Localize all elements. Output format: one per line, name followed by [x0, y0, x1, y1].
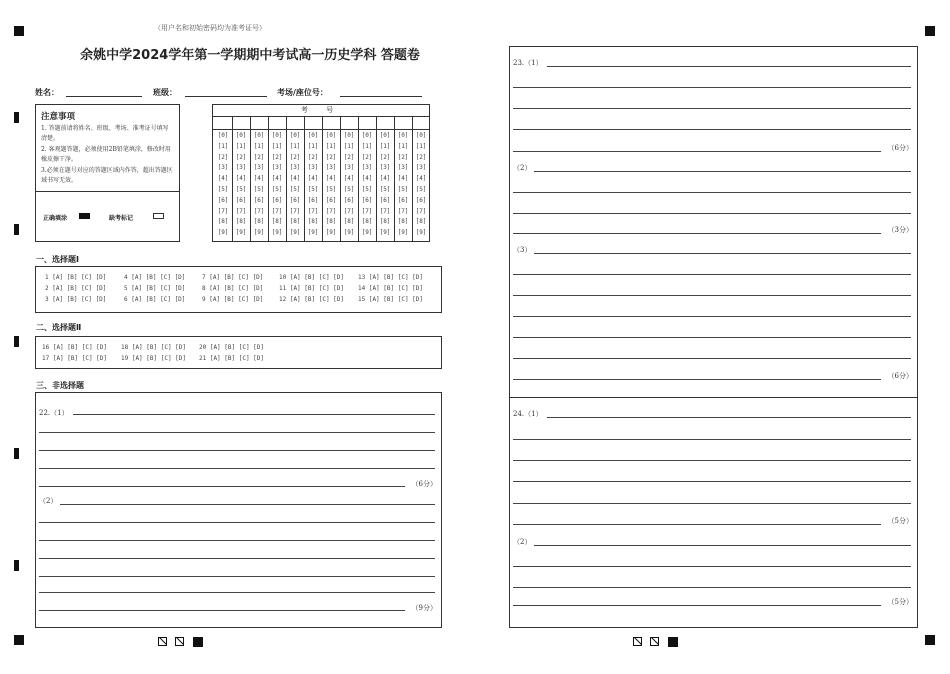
answer-line[interactable]: [39, 450, 435, 451]
exam-digit-bubble[interactable]: [2]: [343, 153, 355, 161]
exam-digit-bubble[interactable]: [4]: [253, 175, 265, 183]
exam-digit-bubble[interactable]: [0]: [271, 132, 283, 139]
answer-line[interactable]: [513, 108, 911, 109]
exam-digit-bubble[interactable]: [3]: [271, 164, 283, 172]
mc-question-bubbles[interactable]: 18 [A] [B] [C] [D]: [121, 344, 187, 351]
page-mark-box: [158, 637, 167, 646]
exam-digit-bubble[interactable]: [3]: [415, 164, 427, 172]
notice-item: 3.必须在题号对应的答题区域内作答，超出答题区域书写无效。: [41, 167, 173, 184]
exam-digit-bubble[interactable]: [2]: [217, 153, 229, 161]
exam-digit-bubble[interactable]: [6]: [253, 196, 265, 204]
mc-question-bubbles[interactable]: 12 [A] [B] [C] [D]: [279, 296, 345, 303]
exam-digit-bubble[interactable]: [3]: [325, 164, 337, 172]
exam-digit-bubble[interactable]: [0]: [235, 132, 247, 139]
q22-part2-label: （2）: [39, 497, 58, 505]
mc-question-bubbles[interactable]: 19 [A] [B] [C] [D]: [121, 355, 187, 362]
exam-digit-bubble[interactable]: [2]: [289, 153, 301, 161]
exam-digit-bubble[interactable]: [7]: [235, 207, 247, 215]
exam-digit-bubble[interactable]: [8]: [343, 218, 355, 226]
exam-digit-bubble[interactable]: [2]: [271, 153, 283, 161]
exam-digit-bubble[interactable]: [4]: [397, 175, 409, 183]
exam-digit-bubble[interactable]: [8]: [253, 218, 265, 226]
answer-line[interactable]: [513, 587, 911, 588]
q24-part2-label: （2）: [513, 538, 532, 546]
mc-question-bubbles[interactable]: 15 [A] [B] [C] [D]: [358, 296, 424, 303]
answer-line[interactable]: [513, 192, 911, 193]
exam-digit-bubble[interactable]: [5]: [217, 186, 229, 193]
exam-digit-bubble[interactable]: [3]: [235, 164, 247, 172]
mc-question-bubbles[interactable]: 8 [A] [B] [C] [D]: [202, 285, 264, 292]
exam-digit-bubble[interactable]: [5]: [271, 186, 283, 193]
timing-mark: [14, 112, 19, 123]
exam-digit-bubble[interactable]: [2]: [325, 153, 337, 161]
mc-question-bubbles[interactable]: 20 [A] [B] [C] [D]: [199, 344, 265, 351]
notice-item: 1. 答题前请将姓名、班级、考场、准考证号填写清楚。: [41, 125, 169, 142]
exam-digit-bubble[interactable]: [7]: [361, 207, 373, 215]
page-mark-solid: [193, 637, 203, 647]
exam-digit-bubble[interactable]: [4]: [325, 175, 337, 183]
exam-digit-bubble[interactable]: [0]: [379, 132, 391, 139]
exam-digit-bubble[interactable]: [1]: [415, 142, 427, 150]
mc-question-bubbles[interactable]: 9 [A] [B] [C] [D]: [202, 296, 264, 303]
exam-digit-bubble[interactable]: [4]: [343, 175, 355, 183]
mc-question-bubbles[interactable]: 3 [A] [B] [C] [D]: [45, 296, 107, 303]
exam-digit-bubble[interactable]: [8]: [217, 218, 229, 226]
mc-question-bubbles[interactable]: 11 [A] [B] [C] [D]: [279, 285, 345, 292]
section1-title: 一、选择题Ⅰ: [36, 255, 79, 264]
answer-line[interactable]: [39, 432, 435, 433]
exam-digit-bubble[interactable]: [4]: [307, 175, 319, 183]
exam-digit-bubble[interactable]: [8]: [289, 218, 301, 226]
answer-line[interactable]: [534, 171, 911, 172]
answer-line[interactable]: [60, 504, 435, 505]
exam-digit-bubble[interactable]: [4]: [235, 175, 247, 183]
exam-digit-bubble[interactable]: [9]: [379, 229, 391, 237]
page-mark-box: [175, 637, 184, 646]
exam-digit-bubble[interactable]: [0]: [415, 132, 427, 139]
exam-digit-bubble[interactable]: [3]: [379, 164, 391, 172]
answer-line[interactable]: [513, 316, 911, 317]
answer-line[interactable]: [513, 481, 911, 482]
exam-digit-bubble[interactable]: [7]: [253, 207, 265, 215]
exam-digit-bubble[interactable]: [7]: [289, 207, 301, 215]
answer-line[interactable]: [39, 592, 435, 593]
answer-line[interactable]: [73, 414, 435, 415]
exam-digit-bubble[interactable]: [9]: [343, 229, 355, 237]
exam-digit-bubble[interactable]: [1]: [397, 142, 409, 150]
mc-question-bubbles[interactable]: 7 [A] [B] [C] [D]: [202, 274, 264, 281]
class-field[interactable]: [185, 96, 267, 97]
answer-line[interactable]: [513, 524, 881, 525]
mc-question-bubbles[interactable]: 4 [A] [B] [C] [D]: [124, 274, 186, 281]
exam-digit-bubble[interactable]: [5]: [379, 186, 391, 193]
mc-question-bubbles[interactable]: 1 [A] [B] [C] [D]: [45, 274, 107, 281]
exam-digit-bubble[interactable]: [5]: [289, 186, 301, 193]
exam-digit-bubble[interactable]: [6]: [343, 196, 355, 204]
exam-digit-bubble[interactable]: [8]: [361, 218, 373, 226]
exam-digit-bubble[interactable]: [7]: [343, 207, 355, 215]
mc-question-bubbles[interactable]: 21 [A] [B] [C] [D]: [199, 355, 265, 362]
exam-digit-bubble[interactable]: [7]: [325, 207, 337, 215]
answer-line[interactable]: [534, 253, 911, 254]
exam-digit-bubble[interactable]: [7]: [271, 207, 283, 215]
answer-line[interactable]: [39, 558, 435, 559]
exam-digit-bubble[interactable]: [3]: [361, 164, 373, 172]
exam-digit-bubble[interactable]: [0]: [289, 132, 301, 139]
answer-line[interactable]: [513, 460, 911, 461]
exam-digit-bubble[interactable]: [1]: [361, 142, 373, 150]
exam-digit-bubble[interactable]: [3]: [343, 164, 355, 172]
exam-digit-bubble[interactable]: [3]: [307, 164, 319, 172]
answer-line[interactable]: [513, 129, 911, 130]
exam-digit-bubble[interactable]: [9]: [325, 229, 337, 237]
exam-digit-bubble[interactable]: [1]: [289, 142, 301, 150]
exam-digit-bubble[interactable]: [4]: [379, 175, 391, 183]
corner-mark-top-right: [925, 26, 935, 36]
answer-line[interactable]: [513, 337, 911, 338]
timing-mark: [14, 336, 19, 347]
q22-part1-label: 22.（1）: [39, 409, 69, 417]
section3-title: 三、非选择题: [36, 381, 84, 390]
answer-line[interactable]: [547, 66, 911, 67]
answer-line[interactable]: [39, 468, 435, 469]
q23-part1-label: 23.（1）: [513, 59, 543, 67]
exam-digit-bubble[interactable]: [8]: [235, 218, 247, 226]
exam-digit-bubble[interactable]: [8]: [307, 218, 319, 226]
mc-question-bubbles[interactable]: 2 [A] [B] [C] [D]: [45, 285, 107, 292]
exam-number-label: 考 号: [213, 105, 429, 117]
mc-question-bubbles[interactable]: 16 [A] [B] [C] [D]: [42, 344, 108, 351]
exam-digit-bubble[interactable]: [9]: [235, 229, 247, 237]
exam-digit-bubble[interactable]: [6]: [379, 196, 391, 204]
answer-line[interactable]: [513, 566, 911, 567]
exam-digit-bubble[interactable]: [1]: [325, 142, 337, 150]
exam-digit-bubble[interactable]: [3]: [397, 164, 409, 172]
exam-number-grid: [212, 104, 430, 242]
mc-question-bubbles[interactable]: 10 [A] [B] [C] [D]: [279, 274, 345, 281]
answer-line[interactable]: [513, 151, 881, 152]
name-field[interactable]: [66, 96, 142, 97]
corner-mark-bottom-left: [14, 635, 24, 645]
name-label: 姓名：: [35, 88, 59, 97]
exam-digit-bubble[interactable]: [2]: [397, 153, 409, 161]
exam-number-write-row[interactable]: [213, 117, 429, 130]
answer-line[interactable]: [534, 545, 911, 546]
notice-divider: [36, 191, 179, 192]
exam-digit-bubble[interactable]: [1]: [379, 142, 391, 150]
mc-question-bubbles[interactable]: 14 [A] [B] [C] [D]: [358, 285, 424, 292]
answer-line[interactable]: [547, 417, 911, 418]
answer-line[interactable]: [513, 358, 911, 359]
q23-part1-score: （6分）: [887, 144, 913, 152]
exam-digit-bubble[interactable]: [0]: [217, 132, 229, 139]
exam-digit-bubble[interactable]: [6]: [217, 196, 229, 204]
exam-digit-bubble[interactable]: [6]: [361, 196, 373, 204]
answer-line[interactable]: [513, 379, 881, 380]
q22-part1-score: （6分）: [411, 480, 437, 488]
exam-digit-bubble[interactable]: [9]: [271, 229, 283, 237]
q22-part2-score: （9分）: [411, 604, 437, 612]
exam-digit-bubble[interactable]: [5]: [307, 186, 319, 193]
exam-digit-bubble[interactable]: [3]: [253, 164, 265, 172]
exam-digit-bubble[interactable]: [6]: [289, 196, 301, 204]
missing-mark-checkbox[interactable]: [153, 213, 164, 219]
answer-line[interactable]: [513, 439, 911, 440]
exam-digit-bubble[interactable]: [6]: [415, 196, 427, 204]
answer-line[interactable]: [513, 503, 911, 504]
answer-line[interactable]: [513, 233, 881, 234]
timing-mark: [14, 448, 19, 459]
exam-digit-bubble[interactable]: [4]: [415, 175, 427, 183]
exam-digit-bubble[interactable]: [1]: [343, 142, 355, 150]
exam-digit-bubble[interactable]: [1]: [253, 142, 265, 150]
exam-digit-bubble[interactable]: [5]: [361, 186, 373, 193]
exam-digit-bubble[interactable]: [8]: [397, 218, 409, 226]
exam-digit-bubble[interactable]: [1]: [307, 142, 319, 150]
question-divider: [510, 397, 917, 398]
timing-mark: [14, 560, 19, 571]
exam-digit-bubble[interactable]: [5]: [235, 186, 247, 193]
section1-answer-box: [35, 266, 442, 313]
answer-line[interactable]: [39, 540, 435, 541]
q23-part2-score: （3分）: [887, 226, 913, 234]
q23-part2-label: （2）: [513, 164, 532, 172]
notice-title: 注意事项: [41, 112, 76, 122]
q24-part2-score: （5分）: [887, 598, 913, 606]
notice-box: [35, 104, 180, 242]
exam-digit-bubble[interactable]: [0]: [343, 132, 355, 139]
exam-digit-bubble[interactable]: [9]: [397, 229, 409, 237]
exam-digit-bubble[interactable]: [3]: [217, 164, 229, 172]
q24-part1-score: （5分）: [887, 517, 913, 525]
exam-digit-bubble[interactable]: [2]: [379, 153, 391, 161]
exam-digit-bubble[interactable]: [0]: [307, 132, 319, 139]
mc-question-bubbles[interactable]: 17 [A] [B] [C] [D]: [42, 355, 108, 362]
answer-line[interactable]: [513, 605, 881, 606]
section2-answer-box: [35, 336, 442, 369]
exam-digit-bubble[interactable]: [4]: [289, 175, 301, 183]
answer-line[interactable]: [39, 610, 405, 611]
exam-digit-bubble[interactable]: [8]: [271, 218, 283, 226]
room-label: 考场/座位号：: [277, 88, 328, 97]
exam-digit-bubble[interactable]: [2]: [361, 153, 373, 161]
exam-digit-bubble[interactable]: [7]: [217, 207, 229, 215]
exam-digit-bubble[interactable]: [9]: [289, 229, 301, 237]
exam-digit-bubble[interactable]: [7]: [307, 207, 319, 215]
answer-line[interactable]: [39, 576, 435, 577]
exam-digit-bubble[interactable]: [2]: [235, 153, 247, 161]
exam-digit-bubble[interactable]: [0]: [325, 132, 337, 139]
exam-digit-bubble[interactable]: [2]: [415, 153, 427, 161]
exam-digit-bubble[interactable]: [7]: [379, 207, 391, 215]
exam-digit-bubble[interactable]: [5]: [415, 186, 427, 193]
exam-digit-bubble[interactable]: [7]: [415, 207, 427, 215]
page-mark-solid: [668, 637, 678, 647]
exam-digit-bubble[interactable]: [9]: [361, 229, 373, 237]
exam-digit-bubble[interactable]: [3]: [289, 164, 301, 172]
timing-mark: [14, 224, 19, 235]
q23-part3-label: （3）: [513, 246, 532, 254]
exam-digit-bubble[interactable]: [2]: [253, 153, 265, 161]
notice-item: 2. 客观题答题，必须使用2B铅笔填涂，修改时用橡皮擦干净。: [41, 146, 171, 163]
answer-line[interactable]: [513, 295, 911, 296]
exam-digit-bubble[interactable]: [5]: [397, 186, 409, 193]
answer-line[interactable]: [39, 522, 435, 523]
exam-digit-bubble[interactable]: [6]: [307, 196, 319, 204]
q23-q24-answer-box: [509, 46, 918, 628]
exam-digit-bubble[interactable]: [9]: [253, 229, 265, 237]
exam-digit-bubble[interactable]: [4]: [217, 175, 229, 183]
login-note: （用户名和初始密码均为准考证号）: [154, 24, 266, 32]
exam-digit-bubble[interactable]: [1]: [217, 142, 229, 150]
exam-digit-bubble[interactable]: [5]: [253, 186, 265, 193]
q24-part1-label: 24.（1）: [513, 410, 543, 418]
correct-fill-label: 正确填涂: [43, 215, 68, 222]
missing-mark-label: 缺考标记: [109, 215, 134, 222]
exam-digit-bubble[interactable]: [4]: [271, 175, 283, 183]
exam-digit-bubble[interactable]: [9]: [415, 229, 427, 237]
exam-digit-bubble[interactable]: [0]: [253, 132, 265, 139]
correct-fill-sample: [79, 213, 90, 219]
page-title: 余姚中学2024学年第一学期期中考试高一历史学科 答题卷: [80, 48, 420, 63]
room-field[interactable]: [340, 96, 422, 97]
exam-digit-bubble[interactable]: [6]: [397, 196, 409, 204]
page-mark-box: [633, 637, 642, 646]
page-mark-box: [650, 637, 659, 646]
section2-title: 二、选择题Ⅱ: [36, 323, 82, 332]
exam-digit-bubble[interactable]: [9]: [217, 229, 229, 237]
exam-digit-bubble[interactable]: [5]: [325, 186, 337, 193]
exam-digit-bubble[interactable]: [2]: [307, 153, 319, 161]
exam-digit-bubble[interactable]: [1]: [271, 142, 283, 150]
answer-line[interactable]: [513, 87, 911, 88]
exam-digit-bubble[interactable]: [6]: [235, 196, 247, 204]
exam-digit-bubble[interactable]: [1]: [235, 142, 247, 150]
exam-digit-bubble[interactable]: [0]: [361, 132, 373, 139]
exam-digit-bubble[interactable]: [8]: [325, 218, 337, 226]
exam-digit-bubble[interactable]: [0]: [397, 132, 409, 139]
mc-question-bubbles[interactable]: 13 [A] [B] [C] [D]: [358, 274, 424, 281]
exam-digit-bubble[interactable]: [7]: [397, 207, 409, 215]
q22-answer-box: [35, 392, 442, 628]
exam-digit-bubble[interactable]: [8]: [379, 218, 391, 226]
exam-digit-bubble[interactable]: [6]: [325, 196, 337, 204]
q23-part3-score: （6分）: [887, 372, 913, 380]
exam-digit-bubble[interactable]: [5]: [343, 186, 355, 193]
exam-digit-bubble[interactable]: [6]: [271, 196, 283, 204]
mc-question-bubbles[interactable]: 6 [A] [B] [C] [D]: [124, 296, 186, 303]
corner-mark-bottom-right: [925, 635, 935, 645]
answer-line[interactable]: [39, 486, 405, 487]
answer-line[interactable]: [513, 213, 911, 214]
exam-digit-bubble[interactable]: [4]: [361, 175, 373, 183]
exam-digit-bubble[interactable]: [9]: [307, 229, 319, 237]
class-label: 班级：: [153, 88, 177, 97]
mc-question-bubbles[interactable]: 5 [A] [B] [C] [D]: [124, 285, 186, 292]
exam-digit-bubble[interactable]: [8]: [415, 218, 427, 226]
answer-line[interactable]: [513, 274, 911, 275]
